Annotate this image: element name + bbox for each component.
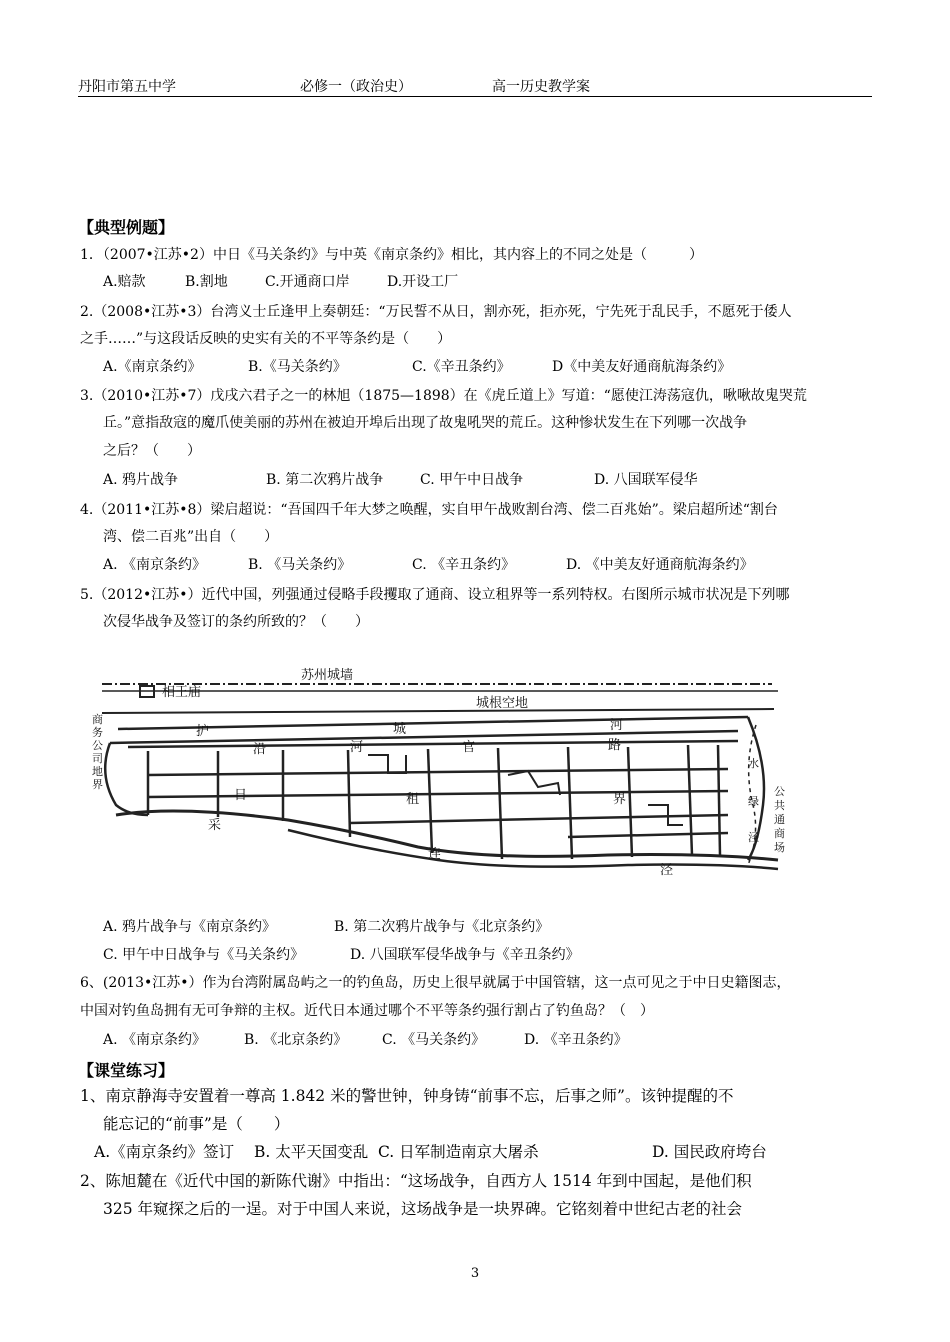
q2-stem-2: 之手……”与这段话反映的史实有关的不平等条约是（ ） bbox=[80, 331, 452, 347]
map-label-moat-3: 河 bbox=[610, 718, 624, 733]
q2-option-d: D《中美友好通商航海条约》 bbox=[552, 359, 732, 375]
q2-option-c: C.《辛丑条约》 bbox=[412, 359, 511, 375]
map-right2-label-4: 商 bbox=[774, 827, 785, 840]
map-right2-label-5: 场 bbox=[774, 841, 785, 854]
map-label-lower-left: 采 bbox=[208, 818, 222, 833]
q6-stem-1: 6、(2013•江苏•）作为台湾附属岛屿之一的钓鱼岛，历史上很早就属于中国管辖，这一点可见之于中日史籍图志， bbox=[80, 975, 791, 991]
p1-option-a: A.《南京条约》签订 bbox=[94, 1143, 235, 1161]
q4-stem-2: 湾、偿二百兆”出自（ ） bbox=[103, 529, 279, 545]
examples-title: 【典型例题】 bbox=[78, 218, 175, 237]
map-label-bottom-2: 泾 bbox=[660, 863, 674, 878]
p1-stem-1: 1、南京静海寺安置着一尊高 1.842 米的警世钟，钟身铸“前事不忘，后事之师”。该钟提醒的不 bbox=[80, 1087, 734, 1105]
map-label-root-land: 城根空地 bbox=[476, 696, 529, 711]
q1-stem: 1．（2007•江苏•2）中日《马关条约》与中英《南京条约》相比，其内容上的不同之处是（ ） bbox=[80, 247, 703, 263]
map-left-label-2: 务 bbox=[92, 726, 103, 739]
header-course: 必修一（政治史） bbox=[300, 79, 412, 95]
map-right2-label-3: 通 bbox=[774, 813, 785, 826]
q1-option-a: A.赔款 bbox=[103, 274, 146, 290]
map-label-road-4: 路 bbox=[608, 738, 622, 753]
map-right2-label-1: 公 bbox=[774, 785, 785, 798]
q1-option-d: D.开设工厂 bbox=[387, 274, 459, 290]
map-left-label-3: 公 bbox=[92, 739, 103, 752]
q6-option-a: A. 《南京条约》 bbox=[103, 1032, 207, 1048]
q6-option-d: D. 《辛丑条约》 bbox=[524, 1032, 628, 1048]
q5-option-a: A. 鸦片战争与《南京条约》 bbox=[103, 919, 277, 935]
map-label-city-wall: 苏州城墙 bbox=[301, 668, 354, 683]
p1-option-b: B. 太平天国变乱 bbox=[254, 1143, 369, 1161]
map-label-bottom-1: 连 bbox=[428, 847, 442, 862]
map-label-concession-1: 日 bbox=[234, 788, 248, 803]
q6-option-c: C. 《马关条约》 bbox=[382, 1032, 486, 1048]
q3-stem-1: 3.（2010•江苏•7）戊戌六君子之一的林旭（1875—1898）在《虎丘道上》写道：“愿使江涛荡寇仇，啾啾故鬼哭荒 bbox=[80, 388, 807, 404]
q5-stem-2: 次侵华战争及签订的条约所致的？（ ） bbox=[103, 614, 369, 630]
q4-option-d: D. 《中美友好通商航海条约》 bbox=[566, 557, 754, 573]
q4-option-c: C. 《辛丑条约》 bbox=[412, 557, 516, 573]
q3-stem-3: 之后？（ ） bbox=[103, 443, 201, 459]
q6-stem-2: 中国对钓鱼岛拥有无可争辩的主权。近代日本通过哪个不平等条约强行割占了钓鱼岛？（ ） bbox=[80, 1003, 654, 1019]
map-label-road-3: 官 bbox=[462, 740, 476, 755]
map-label-moat-1: 护 bbox=[196, 724, 210, 739]
q5-option-d: D. 八国联军侵华战争与《辛丑条约》 bbox=[350, 947, 580, 963]
map-label-road-2: 河 bbox=[350, 740, 364, 755]
q4-option-a: A. 《南京条约》 bbox=[103, 557, 207, 573]
map-left-label-4: 司 bbox=[92, 752, 103, 765]
q6-option-b: B. 《北京条约》 bbox=[244, 1032, 348, 1048]
map-right2-label-2: 共 bbox=[774, 799, 785, 812]
map-left-label-1: 商 bbox=[92, 713, 103, 726]
map-label-concession-2: 租 bbox=[406, 792, 420, 807]
map-right-label-2: 绿 bbox=[748, 795, 759, 808]
header-title: 高一历史教学案 bbox=[492, 79, 590, 95]
map-label-temple: 相王庙 bbox=[162, 685, 202, 700]
q3-option-b: B. 第二次鸦片战争 bbox=[266, 472, 384, 488]
p1-stem-2: 能忘记的“前事”是（ ） bbox=[103, 1115, 290, 1133]
q3-option-c: C. 甲午中日战争 bbox=[420, 472, 524, 488]
q2-option-b: B.《马关条约》 bbox=[248, 359, 347, 375]
q5-option-b: B. 第二次鸦片战争与《北京条约》 bbox=[334, 919, 550, 935]
q1-option-c: C.开通商口岸 bbox=[265, 274, 350, 290]
q5-option-c: C. 甲午中日战争与《马关条约》 bbox=[103, 947, 305, 963]
map-label-road-1: 沿 bbox=[253, 742, 267, 757]
map-left-label-6: 界 bbox=[92, 778, 103, 791]
q3-option-a: A. 鸦片战争 bbox=[103, 472, 179, 488]
q1-option-b: B.割地 bbox=[185, 274, 228, 290]
q2-stem-1: 2.（2008•江苏•3）台湾义士丘逢甲上奏朝廷：“万民誓不从日，割亦死，拒亦死，宁先死于乱民手，不愿死于倭人 bbox=[80, 304, 792, 320]
p2-stem-2: 325 年窥探之后的一逞。对于中国人来说，这场战争是一块界碑。它铭刻着中世纪古老的社会 bbox=[103, 1200, 743, 1218]
suzhou-concession-map bbox=[88, 655, 788, 890]
p1-option-c: C. 日军制造南京大屠杀 bbox=[378, 1143, 539, 1161]
map-label-concession-3: 界 bbox=[613, 792, 627, 807]
q4-option-b: B. 《马关条约》 bbox=[248, 557, 352, 573]
practice-title: 【课堂练习】 bbox=[78, 1061, 175, 1080]
q5-stem-1: 5.（2012•江苏•）近代中国，列强通过侵略手段攫取了通商、设立租界等一系列特权。右图所示城市状况是下列哪 bbox=[80, 587, 790, 603]
map-left-label-5: 地 bbox=[92, 765, 103, 778]
q3-option-d: D. 八国联军侵华 bbox=[594, 472, 698, 488]
map-label-moat-2: 城 bbox=[393, 722, 407, 737]
q2-option-a: A.《南京条约》 bbox=[103, 359, 202, 375]
page-header bbox=[78, 74, 872, 97]
q4-stem-1: 4.（2011•江苏•8）梁启超说：“吾国四千年大梦之唤醒，实自甲午战败割台湾、偿二百兆始”。梁启超所述“割台 bbox=[80, 502, 778, 518]
q3-stem-2: 丘。”意指敌寇的魔爪使美丽的苏州在被迫开埠后出现了故鬼吼哭的荒丘。这种惨状发生在下列哪一次战争 bbox=[103, 415, 748, 431]
map-right-label-3: 泾 bbox=[748, 831, 759, 844]
p2-stem-1: 2、陈旭麓在《近代中国的新陈代谢》中指出：“这场战争，自西方人 1514 年到中国起，是他们积 bbox=[80, 1172, 752, 1190]
p1-option-d: D. 国民政府垮台 bbox=[652, 1143, 767, 1161]
map-right-label-1: 水 bbox=[748, 757, 759, 770]
page-number: 3 bbox=[470, 1266, 480, 1281]
header-school: 丹阳市第五中学 bbox=[78, 79, 176, 95]
